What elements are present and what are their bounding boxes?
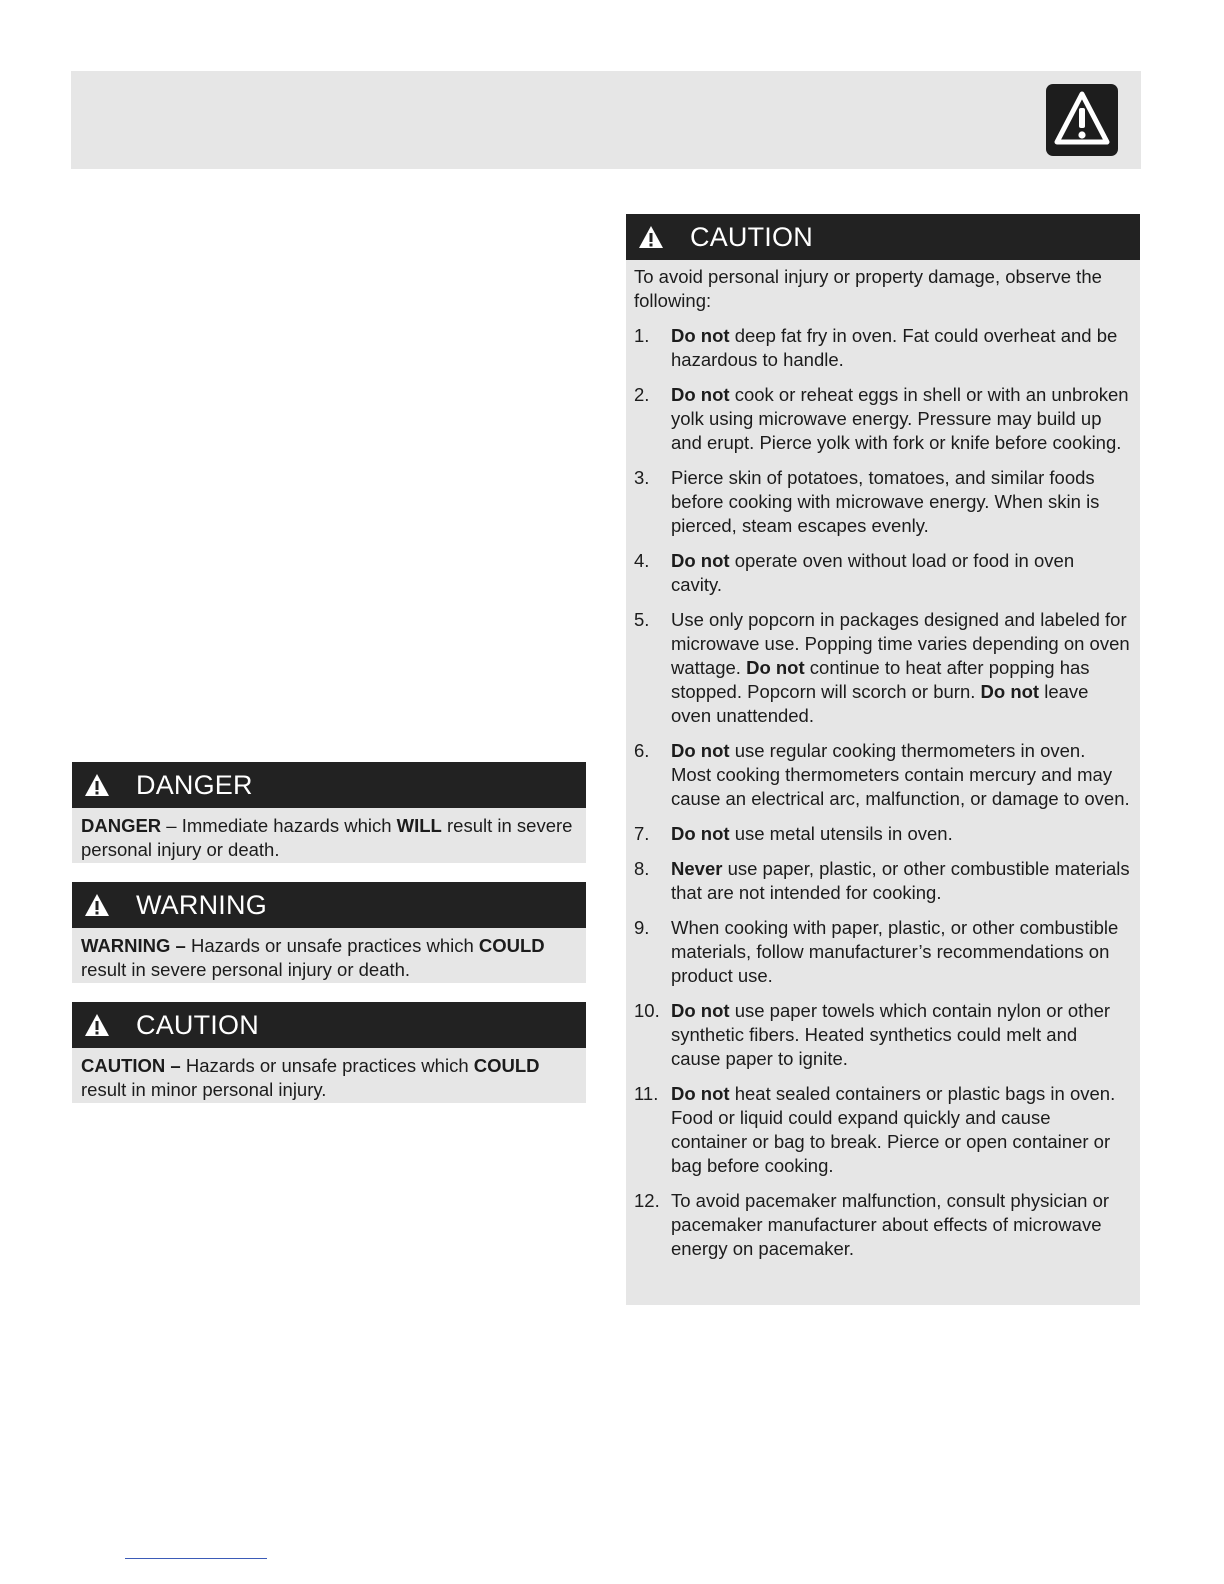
list-item: 7. Do not use metal utensils in oven. <box>634 823 953 844</box>
warning-title-bar <box>72 882 586 928</box>
caution-list-title: CAUTION <box>690 221 813 252</box>
danger-title: DANGER <box>136 769 253 800</box>
danger-description: DANGER – Immediate hazards which WILL result in severe personal injury or death. <box>81 815 573 860</box>
danger-definition-box <box>72 762 586 863</box>
alert-triangle-icon <box>84 893 110 917</box>
header-band <box>71 71 1141 169</box>
list-item: 6. Do not use regular cooking thermometers in oven. Most cooking thermometers contain mercury and may cause an electrical arc, malfunction, or damage to oven. <box>634 740 1130 809</box>
caution-items <box>626 324 1140 1261</box>
caution-title-bar <box>72 1002 586 1048</box>
list-item: 11. Do not heat sealed containers or plastic bags in oven. Food or liquid could expand quickly and cause container or bag to break. Pierce or open container or bag before cooking. <box>634 1083 1116 1176</box>
list-item: 4. Do not operate oven without load or food in oven cavity. <box>634 550 1075 595</box>
list-item: 3. Pierce skin of potatoes, tomatoes, and similar foods before cooking with microwave energy. When skin is pierced, steam escapes evenly. <box>634 467 1100 536</box>
warning-definition-box <box>72 882 586 983</box>
caution-list-title-bar <box>626 214 1140 260</box>
caution-definition-box <box>72 1002 586 1103</box>
alert-triangle-icon <box>84 1013 110 1037</box>
list-item: 9. When cooking with paper, plastic, or other combustible materials, follow manufacturer’s recommendations on product use. <box>634 917 1119 986</box>
caution-list-box <box>626 214 1140 1305</box>
warning-description: WARNING – Hazards or unsafe practices which COULD result in severe personal injury or death. <box>81 935 545 980</box>
list-item: 2. Do not cook or reheat eggs in shell or with an unbroken yolk using microwave energy. Pressure may build up and erupt. Pierce yolk with fork or knife before cooking. <box>634 384 1129 453</box>
footer-rule <box>125 1558 267 1559</box>
alert-triangle-icon <box>638 225 664 249</box>
caution-title: CAUTION <box>136 1009 259 1040</box>
list-item: 12. To avoid pacemaker malfunction, consult physician or pacemaker manufacturer about effects of microwave energy on pacemaker. <box>634 1190 1110 1259</box>
list-item: 5. Use only popcorn in packages designed and labeled for microwave use. Popping time varies depending on oven wattage. Do not continue to heat after popping has stopped. Popcorn will scorch or burn. Do not leave oven unattended. <box>634 609 1130 726</box>
list-item: 10. Do not use paper towels which contain nylon or other synthetic fibers. Heated synthetics could melt and cause paper to ignite. <box>634 1000 1111 1069</box>
danger-title-bar <box>72 762 586 808</box>
warning-title: WARNING <box>136 889 267 920</box>
caution-intro: To avoid personal injury or property damage, observe the following: <box>634 266 1102 311</box>
list-item: 8. Never use paper, plastic, or other combustible materials that are not intended for cooking. <box>634 858 1130 903</box>
list-item: 1. Do not deep fat fry in oven. Fat could overheat and be hazardous to handle. <box>634 325 1118 370</box>
caution-description: CAUTION – Hazards or unsafe practices which COULD result in minor personal injury. <box>81 1055 540 1100</box>
alert-triangle-icon <box>84 773 110 797</box>
warning-triangle-icon <box>1046 84 1118 156</box>
